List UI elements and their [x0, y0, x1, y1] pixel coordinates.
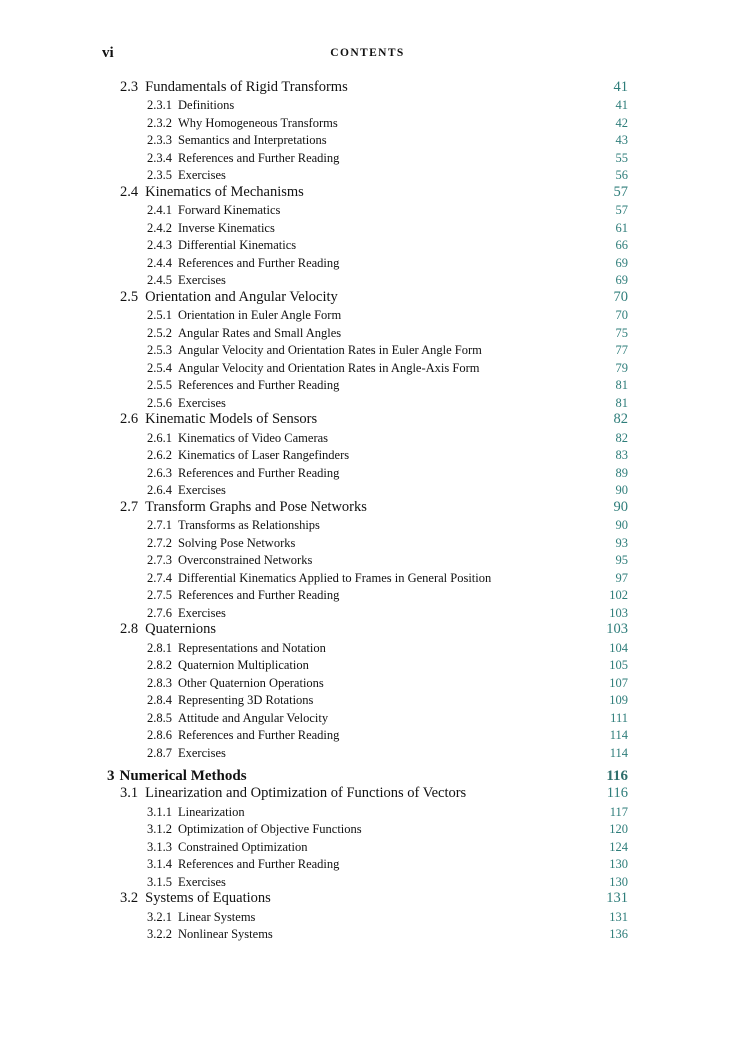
toc-entry-page-number[interactable]: 41: [613, 78, 628, 95]
toc-entry-label: [107, 768, 247, 785]
toc-entry-label: [147, 168, 226, 183]
toc-entry-page-number[interactable]: 89: [615, 465, 628, 480]
toc-entry-section[interactable]: [0, 78, 735, 99]
toc-entry-page-number[interactable]: 82: [613, 411, 628, 427]
toc-entry-label: [147, 910, 255, 925]
toc-entry-section[interactable]: [0, 621, 735, 642]
toc-entry-page-number[interactable]: 83: [615, 448, 628, 462]
toc-entry-number: 2.3: [120, 78, 139, 95]
toc-entry-page-number[interactable]: 69: [615, 255, 628, 270]
toc-entry-sub[interactable]: [0, 431, 735, 449]
toc-entry-page-number[interactable]: 90: [615, 518, 628, 532]
toc-entry-label: [147, 658, 309, 673]
toc-entry-title: Exercises: [178, 874, 226, 889]
toc-entry-page-number[interactable]: 131: [606, 890, 628, 906]
toc-entry-label: [120, 621, 216, 638]
toc-entry-page-number[interactable]: 109: [609, 693, 628, 707]
toc-entry-number: 2.5.2: [147, 325, 172, 340]
toc-entry-page-number[interactable]: 104: [609, 640, 628, 655]
toc-entry-label: [147, 728, 339, 743]
toc-entry-label: [120, 289, 338, 306]
toc-entry-title: Attitude and Angular Velocity: [178, 710, 329, 725]
toc-entry-page-number[interactable]: 81: [615, 395, 628, 410]
toc-entry-title: Transform Graphs and Pose Networks: [145, 498, 367, 515]
toc-entry-title: Quaternion Multiplication: [178, 658, 309, 672]
toc-entry-page-number[interactable]: 90: [613, 498, 628, 515]
toc-entry-sub[interactable]: [0, 221, 735, 239]
toc-entry-sub[interactable]: [0, 571, 735, 589]
toc-entry-sub[interactable]: [0, 239, 735, 257]
toc-entry-label: [147, 875, 226, 890]
toc-entry-title: Fundamentals of Rigid Transforms: [145, 78, 348, 95]
toc-entry-number: 2.7.4: [147, 570, 172, 585]
toc-entry-page-number[interactable]: 90: [615, 483, 628, 497]
toc-entry-label: [147, 927, 273, 942]
toc-entry-label: [147, 378, 339, 393]
toc-entry-number: 2.5.4: [147, 360, 172, 375]
toc-entry-label: [147, 396, 226, 411]
toc-entry-label: [147, 840, 308, 855]
toc-entry-page-number[interactable]: 77: [615, 343, 628, 357]
toc-entry-title: Differential Kinematics Applied to Frames in General Position: [178, 570, 492, 585]
toc-entry-number: 2.6: [120, 411, 139, 427]
toc-entry-number: 2.8.5: [147, 710, 172, 725]
toc-entry-title: References and Further Reading: [178, 728, 340, 742]
toc-entry-label: [147, 711, 328, 726]
toc-entry-page-number[interactable]: 43: [615, 133, 628, 147]
toc-entry-number: 3.1.5: [147, 874, 172, 889]
toc-entry-title: Why Homogeneous Transforms: [178, 115, 338, 130]
toc-entry-sub[interactable]: [0, 659, 735, 677]
toc-entry-number: 2.4.5: [147, 273, 172, 287]
toc-entry-page-number[interactable]: 131: [609, 909, 628, 924]
toc-entry-title: Kinematic Models of Sensors: [145, 411, 318, 427]
toc-entry-page-number[interactable]: 41: [615, 98, 628, 112]
toc-entry-number: 2.5.3: [147, 343, 172, 357]
toc-entry-label: [120, 184, 304, 201]
toc-entry-number: 2.5.6: [147, 395, 172, 410]
toc-entry-label: [147, 256, 339, 271]
toc-entry-title: Orientation in Euler Angle Form: [178, 308, 342, 322]
toc-entry-sub[interactable]: [0, 134, 735, 152]
toc-entry-sub[interactable]: [0, 204, 735, 222]
toc-entry-sub[interactable]: [0, 554, 735, 572]
toc-entry-page-number[interactable]: 105: [609, 658, 628, 672]
toc-entry-number: 2.4.2: [147, 220, 172, 235]
toc-entry-number: 3.1: [120, 785, 139, 801]
toc-entry-page-number[interactable]: 56: [615, 168, 628, 182]
toc-entry-title: Nonlinear Systems: [178, 927, 273, 941]
toc-entry-section[interactable]: [0, 183, 735, 204]
toc-entry-label: [147, 308, 341, 323]
toc-entry-title: References and Further Reading: [178, 255, 340, 270]
toc-entry-number: 2.4.3: [147, 238, 172, 252]
toc-entry-page-number[interactable]: 61: [615, 220, 628, 235]
toc-entry-sub[interactable]: [0, 536, 735, 554]
toc-entry-page-number[interactable]: 117: [609, 804, 628, 819]
toc-entry-title: Constrained Optimization: [178, 839, 308, 854]
toc-entry-label: [147, 857, 339, 872]
toc-entry-page-number[interactable]: 42: [615, 115, 628, 130]
toc-entry-sub[interactable]: [0, 449, 735, 467]
toc-entry-number: 2.6.2: [147, 448, 172, 462]
running-title: CONTENTS: [330, 47, 405, 59]
toc-entry-page-number[interactable]: 130: [609, 874, 628, 889]
toc-entry-page-number[interactable]: 82: [615, 430, 628, 445]
toc-entry-number: 2.5: [120, 288, 139, 305]
toc-entry-label: [147, 221, 275, 236]
toc-entry-sub[interactable]: [0, 676, 735, 694]
toc-entry-number: 3.1.2: [147, 822, 172, 836]
toc-entry-label: [147, 518, 320, 533]
toc-entry-title: Solving Pose Networks: [178, 535, 296, 550]
toc-entry-sub[interactable]: [0, 361, 735, 379]
toc-entry-title: Orientation and Angular Velocity: [145, 288, 338, 305]
toc-entry-number: 2.6.1: [147, 430, 172, 445]
toc-entry-number: 2.5.1: [147, 308, 172, 322]
toc-entry-sub[interactable]: [0, 344, 735, 362]
page-folio: vi: [102, 45, 114, 61]
toc-entry-sub[interactable]: [0, 326, 735, 344]
toc-entry-number: 3.1.4: [147, 857, 172, 871]
toc-entry-label: [147, 588, 339, 603]
toc-entry-label: [147, 133, 327, 148]
toc-entry-page-number[interactable]: 70: [613, 288, 628, 305]
toc-entry-section[interactable]: [0, 785, 735, 806]
toc-entry-page-number[interactable]: 79: [615, 360, 628, 375]
toc-entry-title: Angular Velocity and Orientation Rates in Angle-Axis Form: [178, 360, 480, 375]
toc-entry-label: [147, 641, 326, 656]
toc-entry-number: 2.6.3: [147, 465, 172, 480]
toc-entry-number: 2.6.4: [147, 483, 172, 497]
toc-entry-section[interactable]: [0, 498, 735, 519]
toc-entry-title: References and Further Reading: [178, 588, 340, 602]
toc-entry-page-number[interactable]: 116: [606, 785, 628, 801]
toc-entry-sub[interactable]: [0, 519, 735, 537]
toc-entry-page-number[interactable]: 120: [609, 822, 628, 836]
toc-entry-label: [120, 411, 317, 428]
toc-entry-page-number[interactable]: 102: [609, 588, 628, 602]
toc-entry-page-number[interactable]: 66: [615, 238, 628, 252]
toc-entry-page-number[interactable]: 93: [615, 535, 628, 550]
toc-entry-number: 2.7.2: [147, 535, 172, 550]
toc-entry-sub[interactable]: [0, 840, 735, 858]
toc-entry-title: Representations and Notation: [178, 640, 326, 655]
toc-entry-number: 2.8.3: [147, 675, 172, 690]
toc-entry-sub[interactable]: [0, 99, 735, 117]
toc-entry-sub[interactable]: [0, 309, 735, 327]
toc-entry-title: Forward Kinematics: [178, 203, 281, 217]
toc-entry-title: References and Further Reading: [178, 150, 340, 165]
toc-entry-label: [147, 326, 341, 341]
toc-entry-number: 3.2.1: [147, 909, 172, 924]
toc-entry-title: Kinematics of Laser Rangefinders: [178, 448, 350, 462]
toc-entry-title: References and Further Reading: [178, 857, 340, 871]
toc-entry-label: [147, 483, 226, 498]
toc-entry-title: Kinematics of Video Cameras: [178, 430, 329, 445]
toc-entry-number: 2.8.2: [147, 658, 172, 672]
toc-entry-sub[interactable]: [0, 805, 735, 823]
toc-entry-sub[interactable]: [0, 746, 735, 764]
toc-entry-title: Exercises: [178, 483, 226, 497]
toc-entry-number: 3.2.2: [147, 927, 172, 941]
toc-entry-number: 2.8: [120, 621, 139, 637]
toc-entry-title: Other Quaternion Operations: [178, 675, 324, 690]
toc-entry-sub[interactable]: [0, 711, 735, 729]
toc-entry-number: 3.1.1: [147, 804, 172, 819]
toc-entry-title: Optimization of Objective Functions: [178, 822, 362, 836]
toc-entry-label: [147, 431, 328, 446]
toc-entry-number: 2.7.5: [147, 588, 172, 602]
toc-entry-sub[interactable]: [0, 823, 735, 841]
toc-entry-label: [147, 571, 491, 586]
toc-entry-number: 2.4: [120, 183, 139, 200]
toc-entry-label: [147, 98, 234, 113]
toc-entry-sub[interactable]: [0, 466, 735, 484]
toc-entry-title: Systems of Equations: [145, 890, 271, 906]
toc-entry-number: 3.1.3: [147, 839, 172, 854]
toc-entry-page-number[interactable]: 130: [609, 857, 628, 871]
toc-entry-section[interactable]: [0, 288, 735, 309]
toc-entry-label: [147, 822, 362, 837]
toc-entry-page-number[interactable]: 97: [615, 570, 628, 585]
toc-entry-title: Exercises: [178, 168, 226, 182]
toc-entry-label: [147, 448, 349, 463]
toc-entry-number: 2.7.3: [147, 553, 172, 567]
toc-entry-number: 2.7: [120, 498, 139, 515]
toc-entry-sub[interactable]: [0, 151, 735, 169]
toc-entry-label: [147, 553, 312, 568]
table-of-contents: [0, 78, 735, 945]
toc-entry-number: 2.3.2: [147, 115, 172, 130]
toc-entry-sub[interactable]: [0, 729, 735, 747]
toc-entry-title: Quaternions: [145, 621, 216, 637]
toc-entry-number: 2.7.6: [147, 605, 172, 620]
toc-entry-sub[interactable]: [0, 694, 735, 712]
toc-entry-label: [147, 805, 245, 820]
toc-entry-title: Angular Velocity and Orientation Rates in Euler Angle Form: [178, 343, 482, 357]
toc-entry-page-number[interactable]: 81: [615, 378, 628, 392]
page-header: [0, 45, 735, 63]
toc-entry-title: Transforms as Relationships: [178, 518, 320, 532]
toc-entry-sub[interactable]: [0, 928, 735, 946]
toc-entry-number: 2.3.4: [147, 150, 172, 165]
toc-entry-page-number[interactable]: 107: [609, 675, 628, 690]
toc-entry-page-number[interactable]: 116: [606, 767, 628, 784]
toc-entry-number: 2.3.5: [147, 168, 172, 182]
toc-entry-label: [147, 343, 482, 358]
toc-entry-page-number[interactable]: 103: [609, 605, 628, 620]
toc-entry-page-number[interactable]: 75: [615, 325, 628, 340]
toc-entry-sub[interactable]: [0, 379, 735, 397]
toc-entry-label: [147, 606, 226, 621]
toc-entry-label: [147, 746, 226, 761]
toc-entry-sub[interactable]: [0, 589, 735, 607]
toc-entry-title: Definitions: [178, 98, 235, 112]
toc-entry-page-number[interactable]: 114: [609, 745, 628, 760]
toc-entry-label: [147, 273, 226, 288]
toc-entry-title: References and Further Reading: [178, 465, 340, 480]
toc-entry-page-number[interactable]: 69: [615, 273, 628, 287]
toc-entry-page-number[interactable]: 124: [609, 839, 628, 854]
toc-entry-title: Overconstrained Networks: [178, 553, 313, 567]
toc-entry-number: 2.3.1: [147, 98, 172, 112]
toc-entry-title: Exercises: [178, 745, 226, 760]
toc-entry-label: [147, 116, 338, 131]
toc-entry-sub[interactable]: [0, 641, 735, 659]
toc-entry-page-number[interactable]: 57: [613, 183, 628, 200]
toc-entry-number: 2.8.1: [147, 640, 172, 655]
toc-entry-number: 2.8.6: [147, 728, 172, 742]
toc-entry-page-number[interactable]: 55: [615, 150, 628, 165]
toc-entry-number: 2.4.4: [147, 255, 172, 270]
toc-entry-page-number[interactable]: 70: [615, 308, 628, 322]
toc-entry-number: 3: [107, 767, 115, 784]
toc-entry-number: 2.3.3: [147, 133, 172, 147]
toc-entry-title: Kinematics of Mechanisms: [145, 183, 304, 200]
toc-entry-page-number[interactable]: 95: [615, 553, 628, 567]
toc-entry-sub[interactable]: [0, 256, 735, 274]
toc-entry-page-number[interactable]: 114: [609, 728, 628, 742]
toc-entry-label: [120, 785, 466, 802]
toc-entry-title: Representing 3D Rotations: [178, 693, 314, 707]
toc-entry-title: Exercises: [178, 395, 226, 410]
toc-entry-title: Angular Rates and Small Angles: [178, 325, 342, 340]
toc-entry-title: References and Further Reading: [178, 378, 340, 392]
toc-entry-number: 2.4.1: [147, 203, 172, 217]
toc-entry-number: 2.5.5: [147, 378, 172, 392]
toc-entry-number: 2.7.1: [147, 518, 172, 532]
toc-entry-label: [147, 676, 324, 691]
toc-entry-label: [147, 238, 296, 253]
toc-entry-label: [147, 203, 280, 218]
toc-entry-title: Exercises: [178, 605, 226, 620]
toc-entry-label: [147, 693, 313, 708]
toc-entry-title: Linearization and Optimization of Functions of Vectors: [145, 785, 467, 801]
toc-entry-section[interactable]: [0, 411, 735, 432]
toc-entry-page-number[interactable]: 111: [610, 710, 628, 725]
toc-entry-title: Semantics and Interpretations: [178, 133, 327, 147]
toc-entry-label: [120, 499, 367, 516]
toc-entry-title: Numerical Methods: [119, 767, 247, 784]
toc-entry-title: Linearization: [178, 804, 245, 819]
toc-entry-label: [147, 361, 479, 376]
toc-entry-label: [147, 151, 339, 166]
toc-entry-page-number[interactable]: 103: [606, 621, 628, 637]
toc-entry-sub[interactable]: [0, 116, 735, 134]
toc-entry-number: 2.8.4: [147, 693, 172, 707]
toc-entry-title: Linear Systems: [178, 909, 256, 924]
toc-entry-number: 3.2: [120, 890, 139, 906]
toc-entry-section[interactable]: [0, 890, 735, 911]
toc-entry-label: [120, 890, 271, 907]
toc-entry-label: [120, 79, 348, 96]
toc-entry-title: Inverse Kinematics: [178, 220, 275, 235]
toc-entry-number: 2.8.7: [147, 745, 172, 760]
toc-entry-title: Exercises: [178, 273, 226, 287]
toc-entry-label: [147, 466, 339, 481]
toc-entry-label: [147, 536, 295, 551]
toc-entry-title: Differential Kinematics: [178, 238, 297, 252]
toc-entry-sub[interactable]: [0, 858, 735, 876]
toc-entry-sub[interactable]: [0, 910, 735, 928]
toc-entry-page-number[interactable]: 57: [615, 203, 628, 217]
toc-entry-page-number[interactable]: 136: [609, 927, 628, 941]
